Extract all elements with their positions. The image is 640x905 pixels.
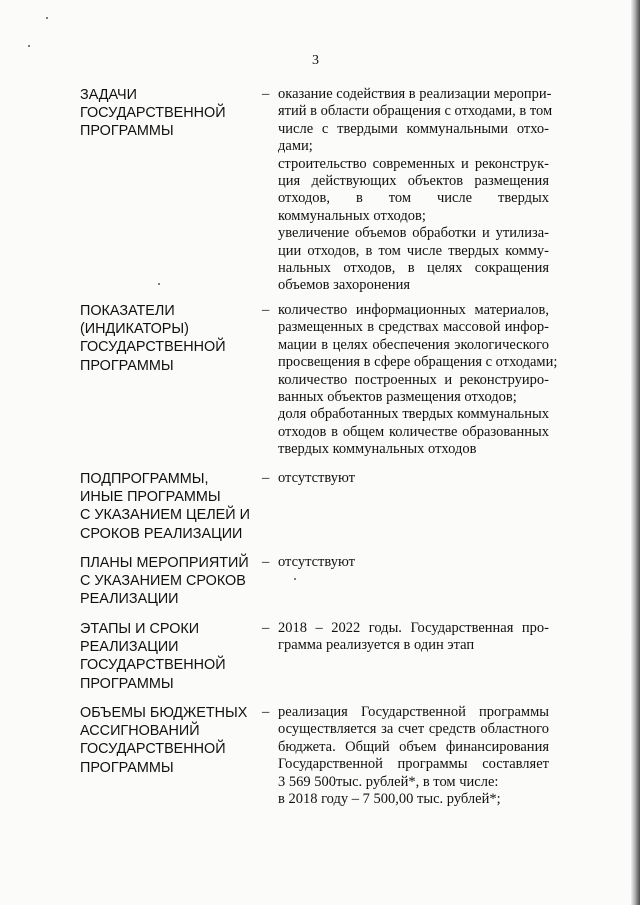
scan-page-edge: [631, 0, 640, 905]
scan-speck: [294, 578, 296, 580]
dash: –: [262, 470, 270, 486]
dash: –: [262, 704, 270, 720]
dash: –: [262, 302, 270, 318]
section-label: ЗАДАЧИ ГОСУДАРСТВЕННОЙ ПРОГРАММЫ: [80, 87, 226, 140]
section-label: ПОДПРОГРАММЫ, ИНЫЕ ПРОГРАММЫ С УКАЗАНИЕМ ЦЕЛЕЙ И СРОКОВ РЕАЛИЗАЦИИ: [80, 471, 250, 542]
section-content: 2018 – 2022 годы. Государственная про- грамма реализуется в один этап: [278, 620, 549, 654]
section-label: ЭТАПЫ И СРОКИ РЕАЛИЗАЦИИ ГОСУДАРСТВЕННОЙ ПРОГРАММЫ: [80, 621, 226, 692]
scan-speck: [46, 17, 48, 19]
section-content: оказание содействия в реализации меропри- ятий в области обращения с отходами, в том числе с твердыми коммунальными отхо- дами; строительство современных и реконструк- ция действующих объектов размещения отходов, в том числе твердых коммунальных отходов; увеличение объемов обработки и утилиза- ции отходов, в том числе твердых комму- нальных отходов, в целях сокращения объемов захоронения: [278, 86, 553, 294]
page-number: 3: [312, 53, 319, 68]
section-content: отсутствуют: [278, 470, 355, 486]
dash: –: [262, 620, 270, 636]
section-content: количество информационных материалов, размещенных в средствах массовой инфор- мации в целях обеспечения экологического просвещения в сфере обращения с отходами; количество построенных и реконструиро- ванных объектов размещения отходов; доля обработанных твердых коммунальных отходов в общем количестве образованных твердых коммунальных отходов: [278, 302, 558, 458]
scan-speck: [28, 45, 30, 47]
section-content: реализация Государственной программы осуществляется за счет средств областного бюджета. Общий объем финансирования Государственной программы составляет 3 569 500тыс. рублей*, в том числе: в 2018 году – 7 500,00 тыс. рублей*;: [278, 704, 549, 808]
section-label: ПЛАНЫ МЕРОПРИЯТИЙ С УКАЗАНИЕМ СРОКОВ РЕАЛИЗАЦИИ: [80, 555, 249, 608]
scan-speck: [158, 283, 160, 285]
dash: –: [262, 86, 270, 102]
section-content: отсутствуют: [278, 554, 355, 570]
section-label: ПОКАЗАТЕЛИ (ИНДИКАТОРЫ) ГОСУДАРСТВЕННОЙ ПРОГРАММЫ: [80, 303, 226, 374]
section-label: ОБЪЕМЫ БЮДЖЕТНЫХ АССИГНОВАНИЙ ГОСУДАРСТВЕННОЙ ПРОГРАММЫ: [80, 705, 248, 776]
dash: –: [262, 554, 270, 570]
